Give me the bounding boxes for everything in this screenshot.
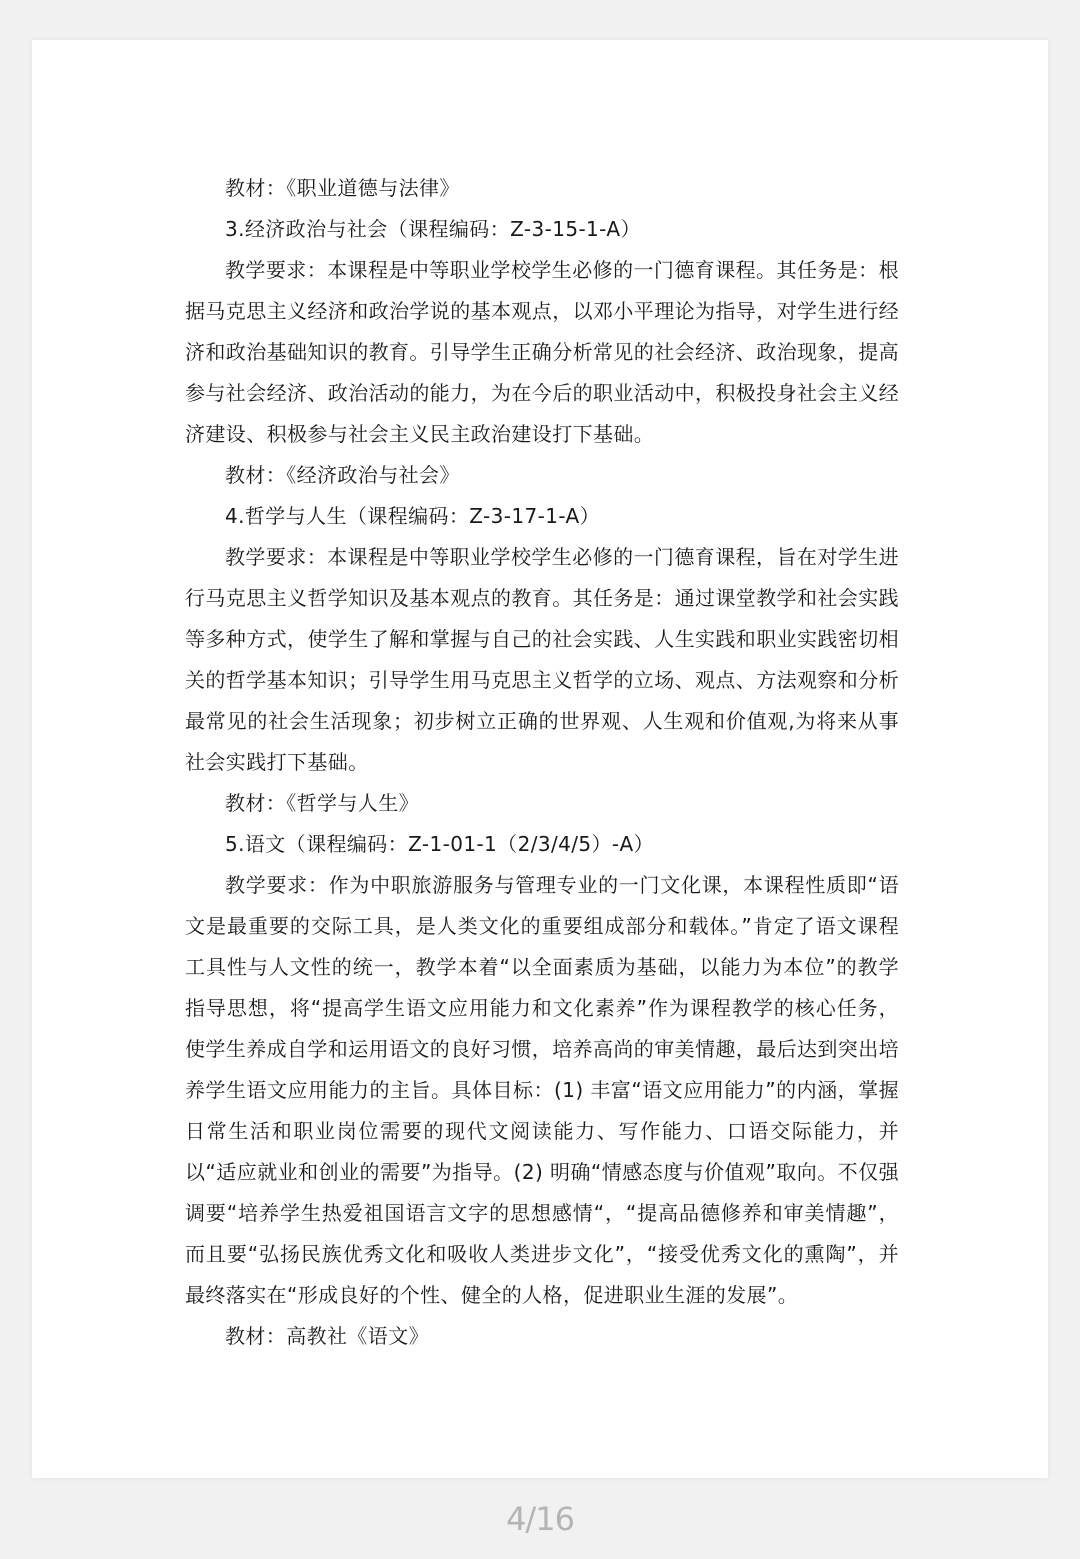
course-heading-3: 3.经济政治与社会（课程编码：Z-3-15-1-A） — [225, 217, 641, 241]
textbook-line-5: 教材：高教社《语文》 — [225, 1324, 429, 1348]
course-requirement-3: 教学要求：本课程是中等职业学校学生必修的一门德育课程。其任务是：根据马克思主义经济和政治学说的基本观点，以邓小平理论为指导，对学生进行经济和政治基础知识的教育。引导学生正确分析常见的社会经济、政治现象，提高参与社会经济、政治活动的能力，为在今后的职业活动中，积极投身社会主义经济建设、积极参与社会主义民主政治建设打下基础。 — [185, 258, 899, 446]
textbook-line-1: 教材：《职业道德与法律》 — [225, 176, 460, 200]
textbook-line-3: 教材：《经济政治与社会》 — [225, 463, 460, 487]
document-page — [32, 40, 1048, 1478]
page-indicator: 4/16 — [506, 1500, 574, 1538]
course-requirement-5: 教学要求：作为中职旅游服务与管理专业的一门文化课，本课程性质即“语文是最重要的交际工具，是人类文化的重要组成部分和载体。”肯定了语文课程工具性与人文性的统一，教学本着“以全面素质为基础，以能力为本位”的教学指导思想，将“提高学生语文应用能力和文化素养”作为课程教学的核心任务，使学生养成自学和运用语文的良好习惯，培养高尚的审美情趣，最后达到突出培养学生语文应用能力的主旨。具体目标：(1) 丰富“语文应用能力”的内涵，掌握日常生活和职业岗位需要的现代文阅读能力、写作能力、口语交际能力，并以“适应就业和创业的需要”为指导。(2) 明确“情感态度与价值观”取向。不仅强调要“培养学生热爱祖国语言文字的思想感情“，“提高品德修养和审美情趣”，而且要“弘扬民族优秀文化和吸收人类进步文化”，“接受优秀文化的熏陶”，并最终落实在“形成良好的个性、健全的人格，促进职业生涯的发展”。 — [185, 873, 899, 1307]
course-heading-5: 5.语文（课程编码：Z-1-01-1（2/3/4/5）-A） — [225, 832, 654, 856]
document-body — [185, 168, 899, 1357]
textbook-line-4: 教材：《哲学与人生》 — [225, 791, 419, 815]
course-requirement-4: 教学要求：本课程是中等职业学校学生必修的一门德育课程，旨在对学生进行马克思主义哲学知识及基本观点的教育。其任务是：通过课堂教学和社会实践等多种方式，使学生了解和掌握与自己的社会实践、人生实践和职业实践密切相关的哲学基本知识；引导学生用马克思主义哲学的立场、观点、方法观察和分析最常见的社会生活现象；初步树立正确的世界观、人生观和价值观,为将来从事社会实践打下基础。 — [185, 545, 899, 774]
course-heading-4: 4.哲学与人生（课程编码：Z-3-17-1-A） — [225, 504, 601, 528]
